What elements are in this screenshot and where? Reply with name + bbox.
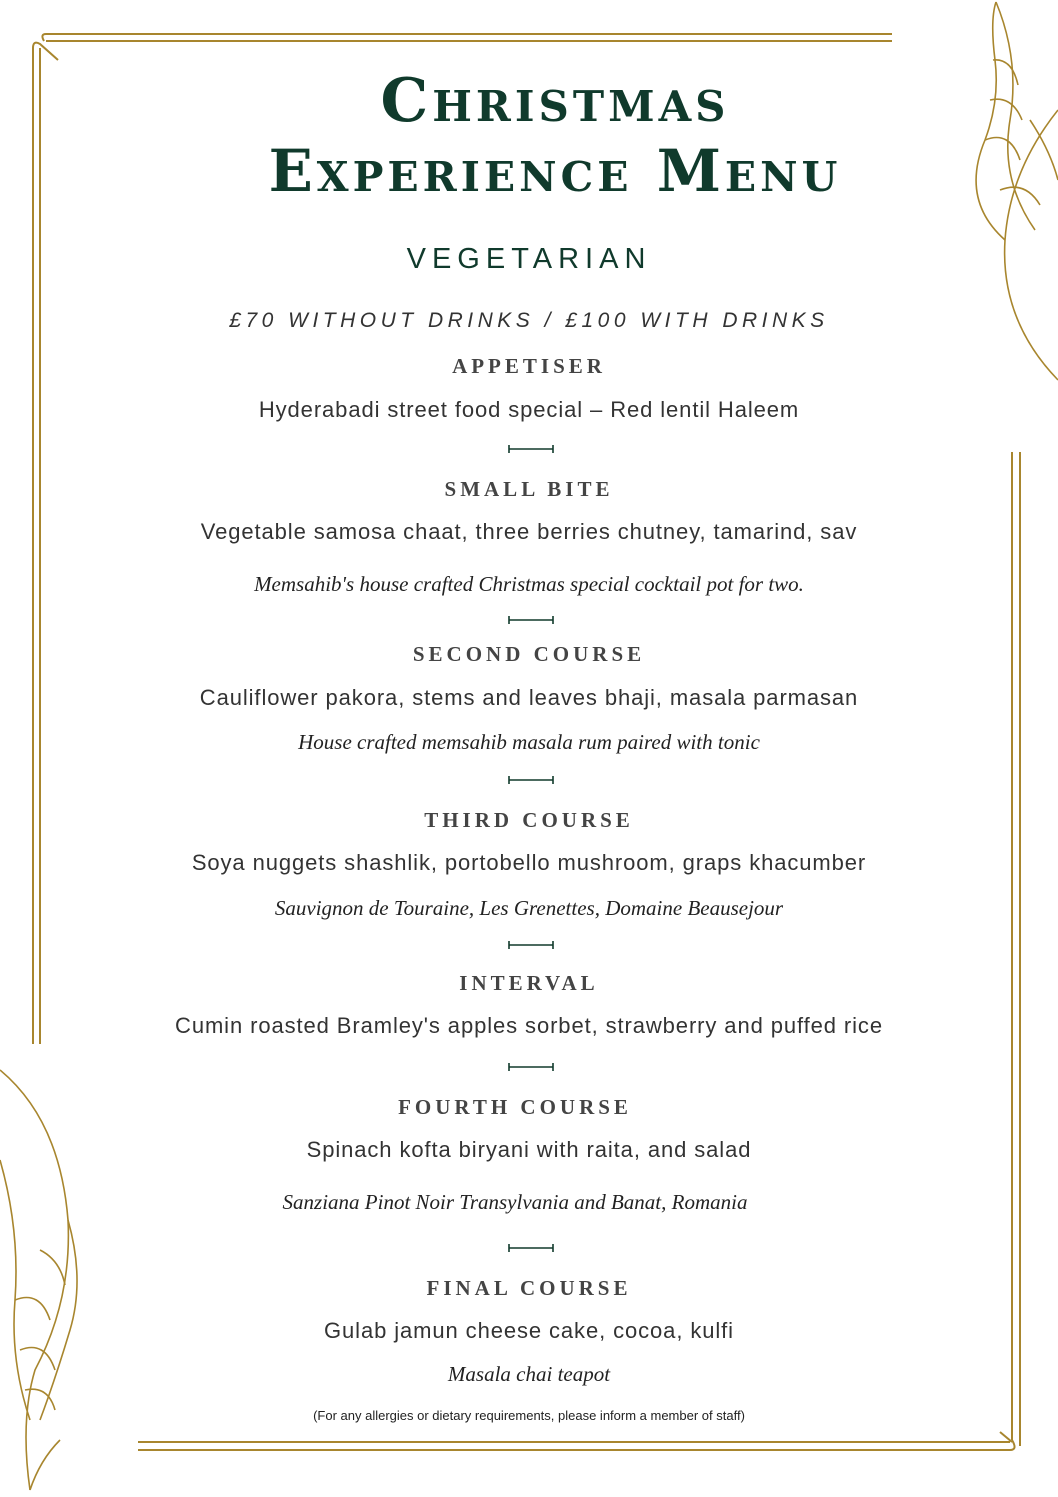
section-heading-interval: INTERVAL bbox=[459, 971, 599, 995]
section-heading-final-course: FINAL COURSE bbox=[426, 1276, 632, 1300]
drink-third-course: Sauvignon de Touraine, Les Grenettes, Domaine Beausejour bbox=[274, 896, 784, 920]
dish-interval: Cumin roasted Bramley's apples sorbet, strawberry and puffed rice bbox=[175, 1013, 883, 1038]
section-heading-fourth-course: FOURTH COURSE bbox=[398, 1095, 632, 1119]
section-heading-appetiser: APPETISER bbox=[452, 354, 606, 378]
dish-fourth-course: Spinach kofta biryani with raita, and salad bbox=[306, 1137, 752, 1162]
dish-small-bite: Vegetable samosa chaat, three berries chutney, tamarind, sav bbox=[200, 519, 858, 544]
section-divider bbox=[508, 774, 554, 786]
section-divider bbox=[508, 443, 554, 455]
allergy-note: (For any allergies or dietary requirements, please inform a member of staff) bbox=[313, 1408, 745, 1423]
menu-subtitle: VEGETARIAN bbox=[406, 243, 652, 275]
section-heading-second-course: SECOND COURSE bbox=[412, 642, 646, 666]
dish-second-course: Cauliflower pakora, stems and leaves bhaji, masala parmasan bbox=[199, 685, 859, 710]
section-divider bbox=[508, 1061, 554, 1073]
menu-title-line-2: Experience Menu bbox=[268, 137, 842, 205]
dish-third-course: Soya nuggets shashlik, portobello mushroom, graps khacumber bbox=[191, 850, 867, 875]
dish-appetiser: Hyderabadi street food special – Red lentil Haleem bbox=[258, 397, 800, 422]
section-divider bbox=[508, 614, 554, 626]
section-heading-small-bite: SMALL BITE bbox=[444, 477, 614, 501]
section-divider bbox=[508, 939, 554, 951]
price-line: £70 WITHOUT DRINKS / £100 WITH DRINKS bbox=[229, 309, 829, 332]
menu-title-line-1: Christmas bbox=[380, 66, 730, 136]
section-divider bbox=[508, 1242, 554, 1254]
dish-final-course: Gulab jamun cheese cake, cocoa, kulfi bbox=[324, 1318, 734, 1343]
drink-final-course: Masala chai teapot bbox=[447, 1362, 611, 1386]
drink-fourth-course: Sanziana Pinot Noir Transylvania and Banat, Romania bbox=[282, 1190, 748, 1214]
drink-small-bite: Memsahib's house crafted Christmas special cocktail pot for two. bbox=[254, 572, 804, 596]
section-heading-third-course: THIRD COURSE bbox=[424, 808, 634, 832]
drink-second-course: House crafted memsahib masala rum paired with tonic bbox=[298, 730, 760, 754]
